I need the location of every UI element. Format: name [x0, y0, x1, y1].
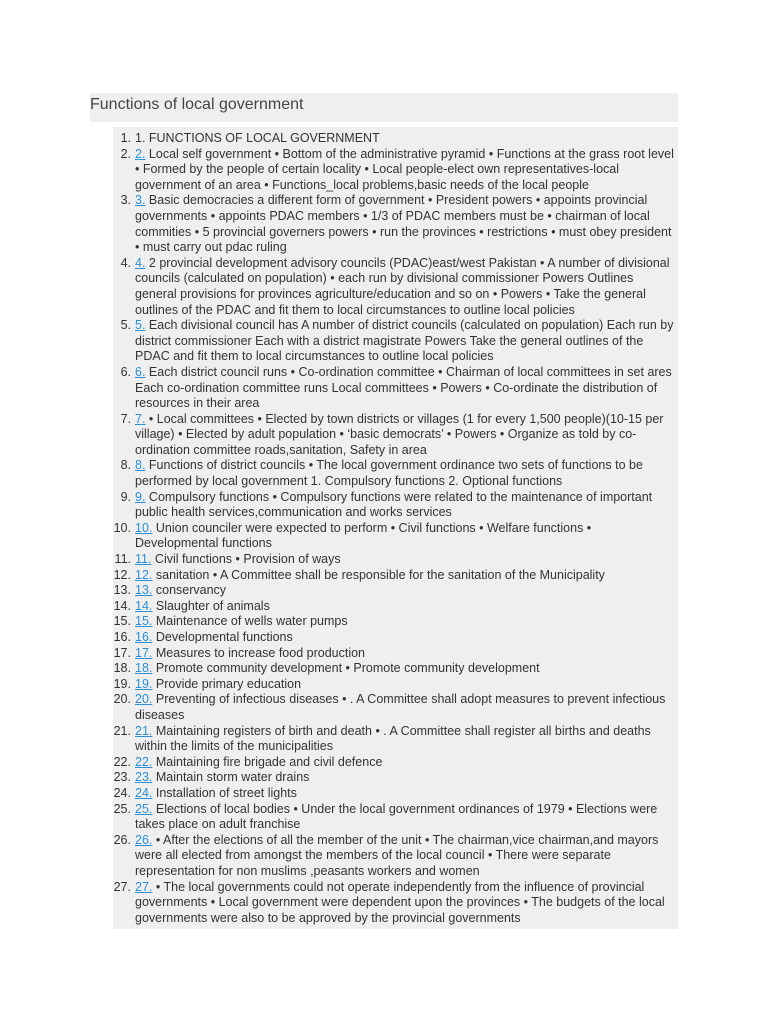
- list-item: [113, 754, 678, 771]
- item-number: 6.: [120, 364, 131, 379]
- list-item: [113, 879, 678, 927]
- list-item: [113, 583, 678, 599]
- list-item: [113, 661, 678, 677]
- slide-link[interactable]: 16.: [135, 630, 153, 644]
- item-text: Compulsory functions • Compulsory functions were related to the maintenance of important public health services,communication and works services: [135, 489, 653, 520]
- item-number: 20.: [113, 692, 131, 707]
- item-number: 8.: [120, 458, 131, 473]
- item-number: 11.: [114, 552, 131, 567]
- item-text: Local self government • Bottom of the administrative pyramid • Functions at the grass root level • Formed by the people of certain locality • Local people-elect own representatives-local government of an area • Functions_local problems,basic needs of the local people: [135, 146, 674, 192]
- slide-link[interactable]: 18.: [135, 661, 153, 676]
- list-item: [113, 567, 678, 584]
- item-text: 1. FUNCTIONS OF LOCAL GOVERNMENT: [135, 131, 380, 145]
- functions-list: [113, 131, 678, 926]
- list-item: [120, 458, 678, 489]
- slide-link[interactable]: 8.: [135, 458, 146, 473]
- list-item: [113, 723, 678, 755]
- list-item: [114, 552, 678, 568]
- item-number: 19.: [113, 676, 131, 691]
- slide-link[interactable]: 3.: [135, 193, 146, 208]
- item-number: 23.: [113, 770, 131, 785]
- slide-link[interactable]: 13.: [135, 583, 153, 598]
- item-text: sanitation • A Committee shall be responsible for the sanitation of the Municipality: [152, 567, 605, 582]
- list-item: [120, 411, 678, 459]
- item-text: • Local committees • Elected by town districts or villages (1 for every 1,500 people)(10-15 per village) • Elected by adult population • ‘basic democrats’ • Powers • Organize as told by co-ordination committee roads,sanitation, Safety in area: [135, 411, 664, 457]
- slide-link[interactable]: 9.: [135, 489, 146, 504]
- slide-link[interactable]: 5.: [135, 318, 146, 333]
- item-number: 24.: [113, 785, 131, 800]
- item-text: Functions of district councils • The local government ordinance two sets of functions to be performed by local government 1. Compulsory functions 2. Optional functions: [135, 458, 643, 489]
- item-text: Each divisional council has A number of district councils (calculated on population) Each run by district commissioner Each with a district magistrate Powers Take the general outlines of the PDAC and fit them to local circumstances to outline local policies: [135, 318, 674, 364]
- list-item: [120, 364, 678, 412]
- item-text: Maintaining fire brigade and civil defence: [152, 754, 383, 769]
- list-item: [113, 598, 678, 615]
- slide-link[interactable]: 27.: [135, 879, 153, 894]
- slide-link[interactable]: 20.: [135, 692, 153, 707]
- item-number: 10.: [113, 520, 131, 535]
- list-item: [120, 318, 678, 365]
- item-text: Basic democracies a different form of government • President powers • appoints provincial governments • appoints PDAC members • 1/3 of PDAC members must be • chairman of local commities • 5 provincial governers powers • run the provinces • restrictions • must obey president • must carry out pdac ruling: [135, 193, 672, 255]
- slide-link[interactable]: 19.: [135, 676, 153, 691]
- slide-link[interactable]: 17.: [135, 645, 153, 660]
- slide-link[interactable]: 26.: [135, 832, 153, 847]
- slide-link[interactable]: 12.: [135, 567, 153, 582]
- item-text: • After the elections of all the member of the unit • The chairman,vice chairman,and mayors were all elected from amongst the members of the local council • There were separate representation for non muslims ,peasants workers and women: [135, 832, 659, 878]
- item-text: Maintaining registers of birth and death • . A Committee shall register all births and deaths within the limits of the municipalities: [135, 723, 651, 754]
- slide-link[interactable]: 25.: [135, 801, 153, 816]
- item-number: 21.: [113, 723, 131, 738]
- list-item: [113, 645, 678, 662]
- item-text: Maintenance of wells water pumps: [152, 614, 348, 629]
- item-number: 17.: [113, 645, 131, 660]
- slide-link[interactable]: 23.: [135, 770, 153, 785]
- page-title: Functions of local government: [90, 93, 678, 122]
- slide-link[interactable]: 4.: [135, 255, 146, 270]
- slide-link[interactable]: 24.: [135, 785, 153, 800]
- list-item: [113, 676, 678, 693]
- item-text: Provide primary education: [152, 676, 302, 691]
- list-item: [113, 614, 678, 630]
- item-number: 27.: [113, 879, 131, 894]
- list-item: [113, 630, 678, 646]
- item-number: 13.: [113, 583, 131, 598]
- item-text: Union counciler were expected to perform • Civil functions • Welfare functions • Developmental functions: [135, 520, 592, 551]
- item-number: 16.: [113, 630, 131, 644]
- slide-link[interactable]: 21.: [135, 723, 153, 738]
- item-number: 1.: [120, 131, 131, 145]
- list-item: [120, 193, 678, 255]
- list-item: [120, 489, 678, 521]
- item-number: 4.: [120, 255, 131, 270]
- list-item: [120, 146, 678, 194]
- item-number: 18.: [113, 661, 131, 676]
- item-text: Each district council runs • Co-ordination committee • Chairman of local committees in set ares Each co-ordination committee runs Local committees • Powers • Co-ordinate the distribution of resources in their area: [135, 364, 672, 411]
- slide-link[interactable]: 15.: [135, 614, 153, 629]
- item-text: Developmental functions: [152, 630, 293, 644]
- slide-link[interactable]: 7.: [135, 411, 146, 426]
- slide-link[interactable]: 11.: [135, 552, 152, 567]
- item-number: 3.: [120, 193, 131, 208]
- list-item: [113, 692, 678, 723]
- list-item: [120, 255, 678, 318]
- list-item: [113, 785, 678, 802]
- slide-link[interactable]: 6.: [135, 364, 146, 379]
- slide-link[interactable]: 2.: [135, 146, 146, 161]
- item-text: Preventing of infectious diseases • . A Committee shall adopt measures to prevent infectious diseases: [135, 692, 666, 722]
- item-number: 2.: [120, 146, 131, 161]
- slide-link[interactable]: 14.: [135, 598, 153, 613]
- item-number: 26.: [113, 832, 131, 847]
- item-text: 2 provincial development advisory councils (PDAC)east/west Pakistan • A number of divisional councils (calculated on population) • each run by divisional commissioner Powers Outlines general provisions for provinces agriculture/education and so on • Powers • Take the general outlines of the PDAC and fit them to local circumstances to outline local policies: [135, 255, 670, 317]
- item-number: 5.: [120, 318, 131, 333]
- list-item: [113, 832, 678, 880]
- item-text: conservancy: [152, 583, 227, 598]
- list-item: [113, 770, 678, 786]
- item-text: Civil functions • Provision of ways: [151, 552, 341, 567]
- item-number: 15.: [113, 614, 131, 629]
- item-number: 14.: [113, 598, 131, 613]
- slide-link[interactable]: 10.: [135, 520, 153, 535]
- list-item: [120, 131, 678, 147]
- item-text: Maintain storm water drains: [152, 770, 310, 785]
- item-number: 9.: [120, 489, 131, 504]
- item-number: 7.: [120, 411, 131, 426]
- slide-link[interactable]: 22.: [135, 754, 153, 769]
- item-text: Elections of local bodies • Under the local government ordinances of 1979 • Elections were takes place on adult franchise: [135, 801, 658, 832]
- item-text: Measures to increase food production: [152, 645, 366, 660]
- list-item: [113, 520, 678, 552]
- list-item: [113, 801, 678, 833]
- item-text: Installation of street lights: [152, 785, 297, 800]
- item-number: 25.: [113, 801, 131, 816]
- item-text: Slaughter of animals: [152, 598, 270, 613]
- item-text: • The local governments could not operate independently from the influence of provincial governments • Local government were dependent upon the provinces • The budgets of the local governments were also to be approved by the provincial governments: [135, 879, 665, 925]
- item-number: 12.: [113, 567, 131, 582]
- item-text: Promote community development • Promote community development: [152, 661, 540, 676]
- item-number: 22.: [113, 754, 131, 769]
